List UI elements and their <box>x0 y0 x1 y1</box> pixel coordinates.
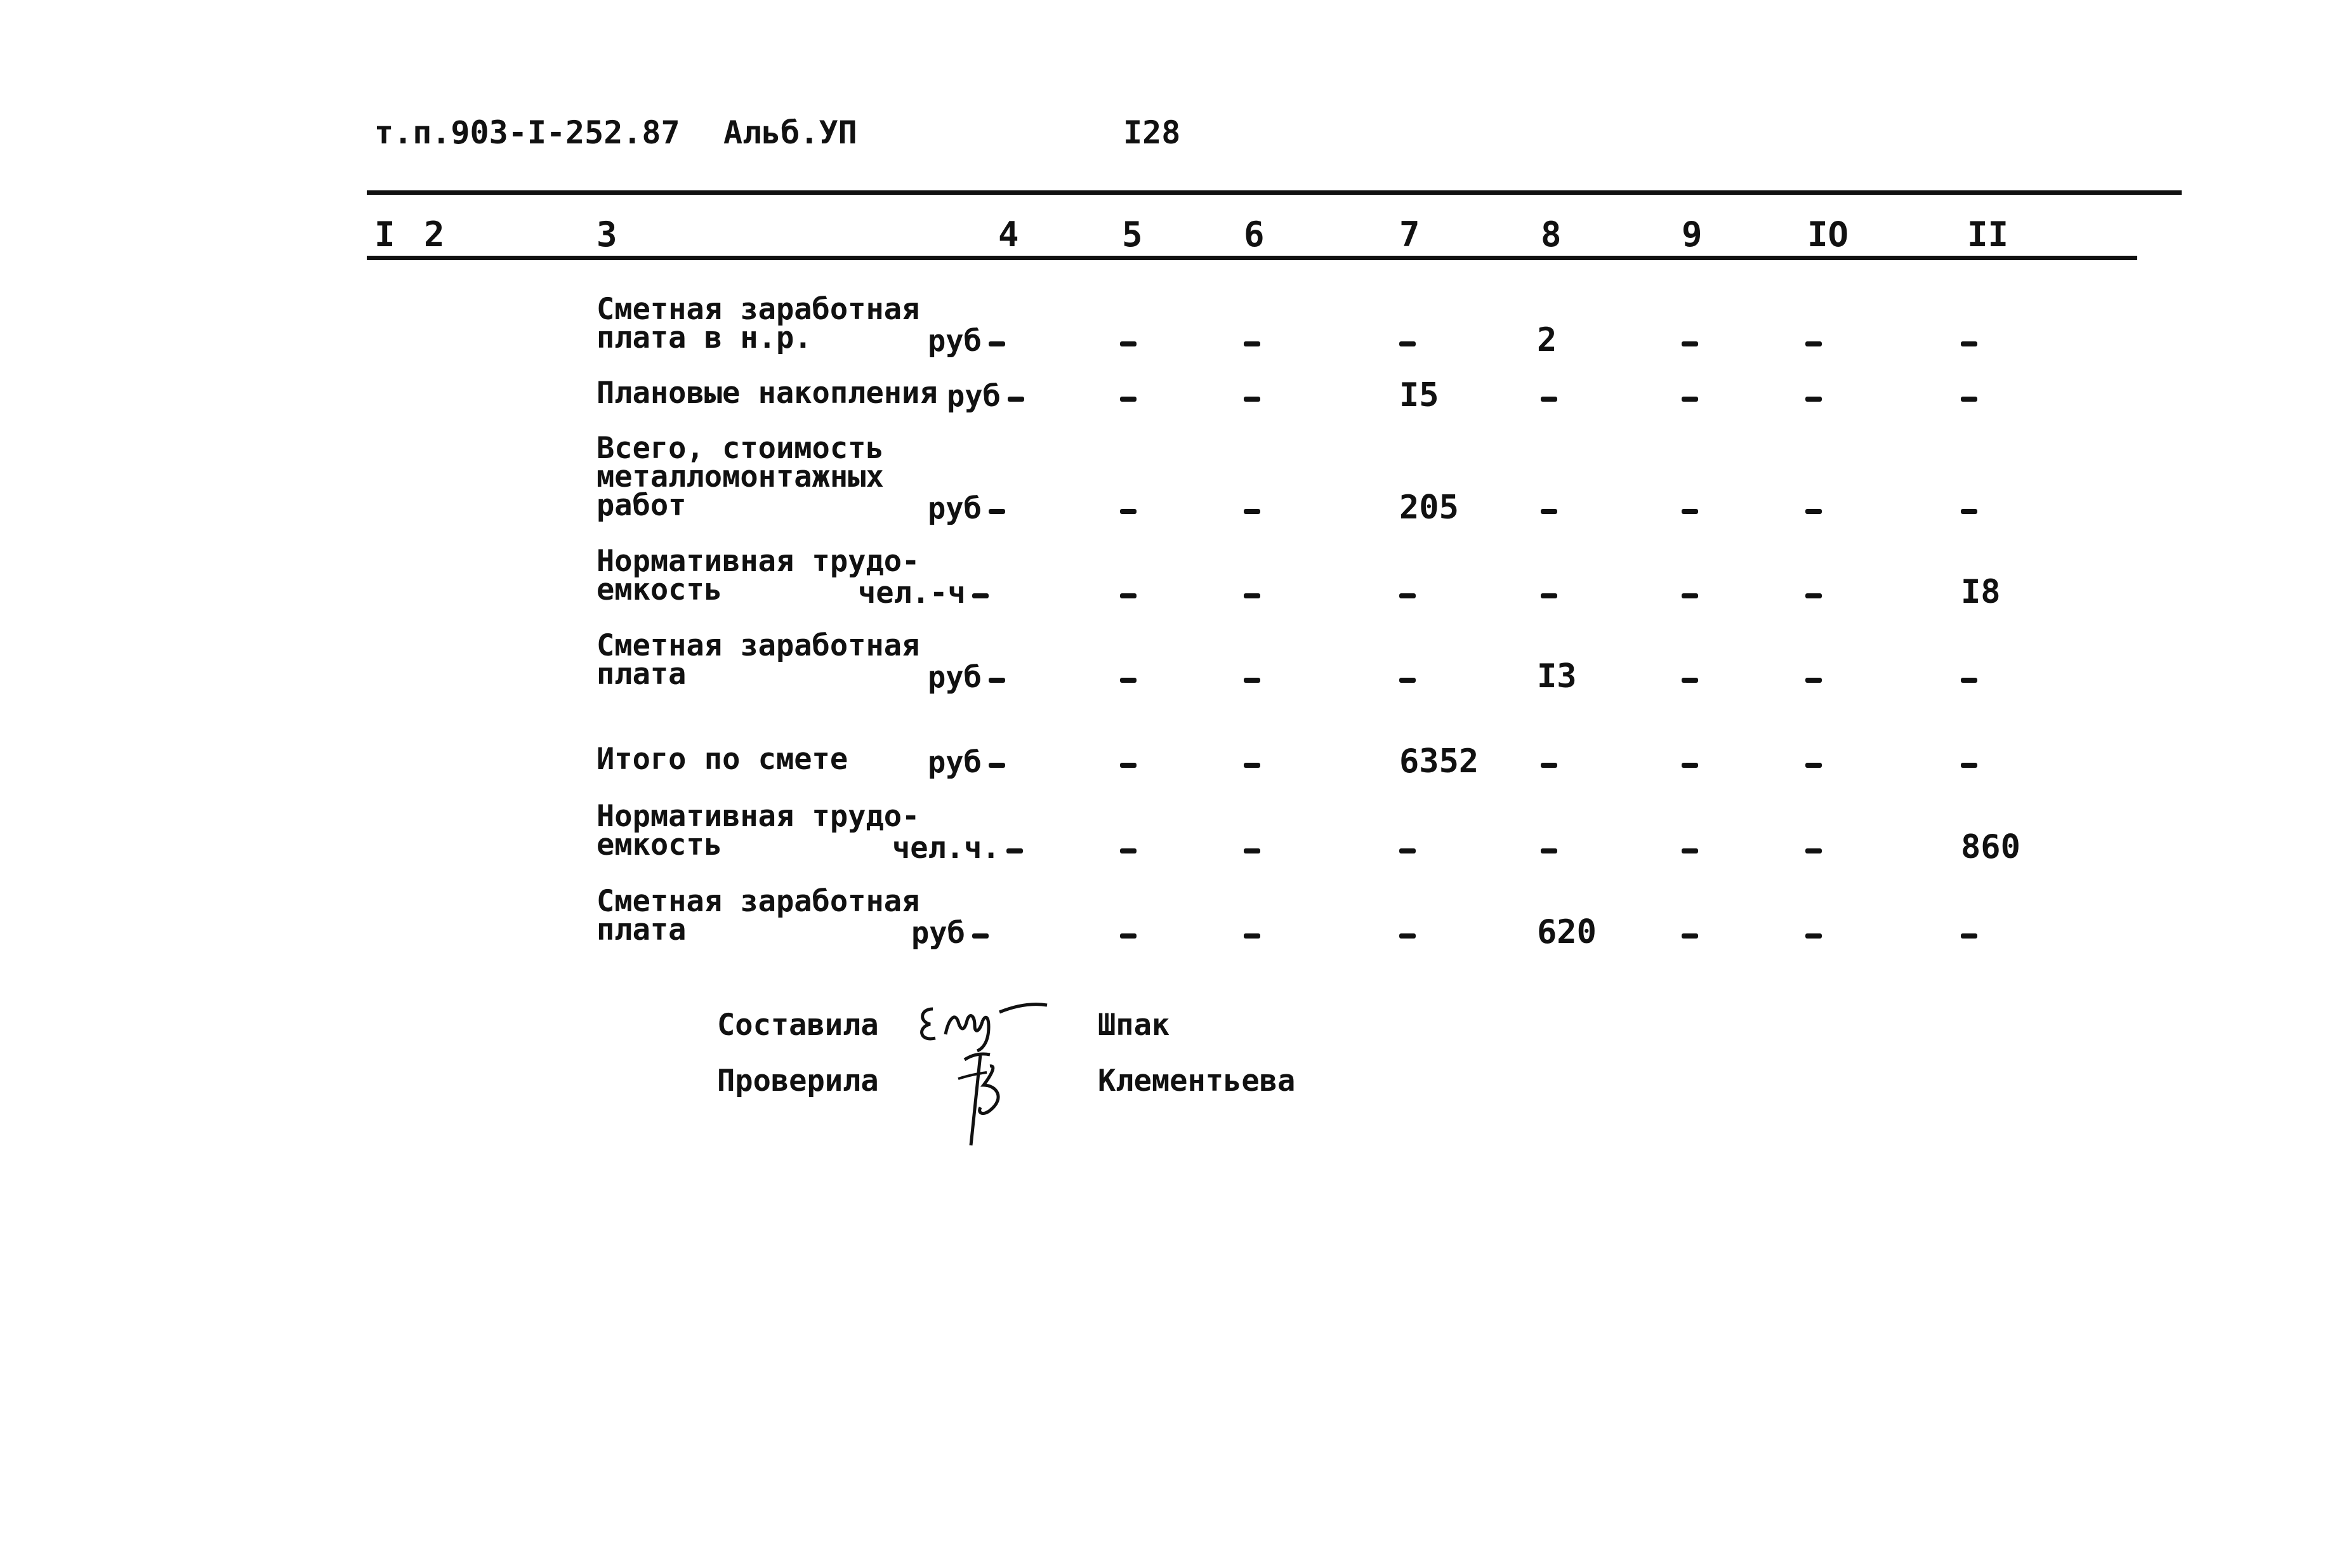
empty-cell-dash <box>1805 397 1822 402</box>
row-value-c8: I3 <box>1537 657 1577 695</box>
empty-cell-dash <box>1399 593 1416 598</box>
column-number: 2 <box>424 214 445 254</box>
empty-cell-dash <box>1682 933 1698 939</box>
empty-cell-dash <box>1244 509 1260 514</box>
empty-cell-dash <box>1244 763 1260 768</box>
compiled-by-name: Шпак <box>1098 1008 1170 1043</box>
empty-cell-dash <box>1682 593 1698 598</box>
row-value-c8: 620 <box>1537 913 1597 951</box>
column-number: 6 <box>1244 214 1265 254</box>
row-unit: руб <box>928 491 982 526</box>
row-description-line: Сметная заработная <box>596 292 920 327</box>
row-unit: чел.ч. <box>892 831 1000 866</box>
column-number: 3 <box>596 214 617 254</box>
album-label: Альб.УП <box>723 114 857 151</box>
row-description-line: металломонтажных <box>596 459 884 494</box>
row-description-line: плата <box>596 657 687 692</box>
empty-cell-dash <box>1541 763 1557 768</box>
column-number: II <box>1967 214 2009 254</box>
empty-cell-dash <box>1120 593 1137 598</box>
row-description-line: плата в н.р. <box>596 320 812 355</box>
empty-cell-dash <box>989 341 1005 346</box>
empty-cell-dash <box>1682 848 1698 853</box>
row-description-line: Сметная заработная <box>596 628 920 663</box>
checked-by-name: Клементьева <box>1098 1064 1296 1098</box>
empty-cell-dash <box>1244 848 1260 853</box>
empty-cell-dash <box>1541 509 1557 514</box>
empty-cell-dash <box>1399 848 1416 853</box>
column-number: 4 <box>998 214 1019 254</box>
empty-cell-dash <box>1961 678 1977 683</box>
row-description-line: Итого по смете <box>596 742 848 777</box>
empty-cell-dash <box>1682 397 1698 402</box>
column-number: 5 <box>1122 214 1143 254</box>
empty-cell-dash <box>1244 933 1260 939</box>
empty-cell-dash <box>1805 678 1822 683</box>
empty-cell-dash <box>1008 397 1024 402</box>
empty-cell-dash <box>1120 397 1137 402</box>
table-top-rule <box>367 190 2182 195</box>
column-number: 8 <box>1541 214 1562 254</box>
column-number: I <box>374 214 395 254</box>
empty-cell-dash <box>972 933 989 939</box>
empty-cell-dash <box>1120 341 1137 346</box>
empty-cell-dash <box>1541 848 1557 853</box>
row-value-c11: 860 <box>1961 828 2020 866</box>
row-description-line: работ <box>596 488 687 523</box>
row-value-c7: I5 <box>1399 376 1439 414</box>
empty-cell-dash <box>989 763 1005 768</box>
empty-cell-dash <box>1120 678 1137 683</box>
row-description-line: емкость <box>596 572 723 607</box>
empty-cell-dash <box>1006 848 1023 853</box>
row-description-line: Всего, стоимость <box>596 431 884 466</box>
empty-cell-dash <box>1399 678 1416 683</box>
row-description-line: Нормативная трудо- <box>596 799 920 834</box>
empty-cell-dash <box>989 678 1005 683</box>
row-value-c11: I8 <box>1961 573 2001 611</box>
row-unit: руб <box>928 324 982 359</box>
empty-cell-dash <box>1805 933 1822 939</box>
checked-by-label: Проверила <box>717 1064 879 1098</box>
column-number: 9 <box>1682 214 1703 254</box>
empty-cell-dash <box>1961 509 1977 514</box>
checked-signature <box>946 1041 1028 1149</box>
empty-cell-dash <box>1244 593 1260 598</box>
empty-cell-dash <box>1399 341 1416 346</box>
row-description-line: Сметная заработная <box>596 884 920 919</box>
row-value-c8: 2 <box>1537 321 1557 359</box>
empty-cell-dash <box>1244 397 1260 402</box>
column-number: 7 <box>1399 214 1420 254</box>
row-description-line: емкость <box>596 827 723 862</box>
row-description-line: Плановые накопления <box>596 376 938 411</box>
empty-cell-dash <box>1805 848 1822 853</box>
empty-cell-dash <box>1961 341 1977 346</box>
empty-cell-dash <box>1961 397 1977 402</box>
row-unit: руб <box>928 745 982 780</box>
empty-cell-dash <box>1399 933 1416 939</box>
empty-cell-dash <box>1682 341 1698 346</box>
empty-cell-dash <box>1541 593 1557 598</box>
empty-cell-dash <box>1120 933 1137 939</box>
empty-cell-dash <box>1244 341 1260 346</box>
row-description-line: Нормативная трудо- <box>596 544 920 579</box>
row-value-c7: 6352 <box>1399 742 1479 781</box>
row-unit: чел.-ч <box>858 576 966 610</box>
empty-cell-dash <box>1961 763 1977 768</box>
row-description-line: плата <box>596 912 687 947</box>
empty-cell-dash <box>1682 678 1698 683</box>
empty-cell-dash <box>972 593 989 598</box>
document-code: т.п.903-I-252.87 <box>374 114 680 151</box>
empty-cell-dash <box>1805 593 1822 598</box>
row-unit: руб <box>928 660 982 695</box>
row-unit: руб <box>947 379 1001 414</box>
table-header-rule <box>367 256 2137 260</box>
empty-cell-dash <box>1120 763 1137 768</box>
empty-cell-dash <box>1805 763 1822 768</box>
empty-cell-dash <box>1244 678 1260 683</box>
row-value-c7: 205 <box>1399 489 1459 527</box>
page-number: I28 <box>1123 114 1181 151</box>
row-unit: руб <box>911 916 965 951</box>
empty-cell-dash <box>1120 848 1137 853</box>
empty-cell-dash <box>1682 763 1698 768</box>
empty-cell-dash <box>1541 397 1557 402</box>
empty-cell-dash <box>1682 509 1698 514</box>
empty-cell-dash <box>1805 341 1822 346</box>
compiled-by-label: Составила <box>717 1008 879 1043</box>
column-number: IO <box>1807 214 1849 254</box>
empty-cell-dash <box>989 509 1005 514</box>
empty-cell-dash <box>1120 509 1137 514</box>
empty-cell-dash <box>1961 933 1977 939</box>
empty-cell-dash <box>1805 509 1822 514</box>
